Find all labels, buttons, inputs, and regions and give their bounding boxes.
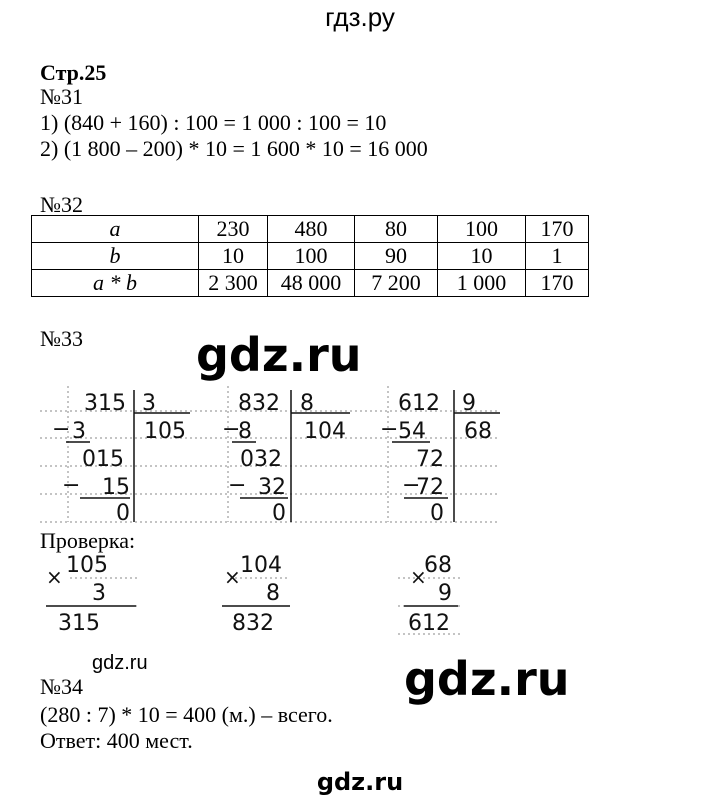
row-header-ab: a * b — [32, 270, 199, 297]
division-1 — [52, 390, 190, 526]
table-cell: 2 300 — [199, 270, 268, 297]
table-cell: 48 000 — [268, 270, 355, 297]
table-cell: 100 — [438, 216, 526, 243]
minus-sign: − — [402, 473, 421, 498]
exercise-34-line-1: (280 : 7) * 10 = 400 (м.) – всего. — [40, 702, 333, 727]
factor-bottom: 9 — [438, 581, 452, 606]
quotient: 105 — [144, 419, 186, 444]
times-sign: × — [224, 565, 241, 589]
product: 612 — [408, 611, 450, 636]
dividend: 612 — [398, 391, 440, 416]
divisor: 3 — [142, 391, 156, 416]
table-cell: 10 — [438, 243, 526, 270]
remainder-1: 015 — [82, 447, 124, 472]
exercise-34-answer: Ответ: 400 мест. — [40, 728, 193, 753]
factor-top: 68 — [424, 553, 452, 578]
watermark: gdz.ru — [196, 328, 362, 382]
division-3 — [380, 390, 500, 526]
times-sign: × — [410, 565, 427, 589]
table-cell: 230 — [199, 216, 268, 243]
exercise-32-label: №32 — [40, 192, 83, 217]
table-cell: 1 000 — [438, 270, 526, 297]
minus-sign: − — [62, 473, 81, 498]
exercise-34-label: №34 — [40, 674, 83, 699]
remainder-1: 72 — [416, 447, 444, 472]
watermark: gdz.ru — [92, 652, 148, 674]
factor-bottom: 8 — [266, 581, 280, 606]
factor-top: 105 — [66, 553, 108, 578]
quotient: 104 — [304, 419, 346, 444]
subtrahend-2: 15 — [102, 475, 130, 500]
product: 315 — [58, 611, 100, 636]
check-1 — [46, 553, 136, 636]
table-cell: 10 — [199, 243, 268, 270]
division-2 — [222, 390, 350, 526]
exercise-31-line-1: 1) (840 + 160) : 100 = 1 000 : 100 = 10 — [40, 110, 387, 135]
table-cell: 80 — [355, 216, 438, 243]
subtrahend-1: 3 — [72, 419, 86, 444]
subtrahend-2: 32 — [258, 475, 286, 500]
exercise-33-label: №33 — [40, 326, 83, 351]
table-cell: 170 — [526, 270, 589, 297]
page-title: Стр.25 — [40, 60, 107, 85]
dividend: 315 — [84, 391, 126, 416]
row-header-b: b — [32, 243, 199, 270]
table-cell: 90 — [355, 243, 438, 270]
subtrahend-1: 54 — [398, 419, 426, 444]
table-cell: 7 200 — [355, 270, 438, 297]
minus-sign: − — [52, 417, 71, 442]
check-3 — [404, 553, 458, 636]
watermark: gdz.ru — [316, 768, 404, 796]
times-sign: × — [46, 565, 63, 589]
minus-sign: − — [228, 473, 247, 498]
site-header-text: гдз.ру — [325, 2, 395, 32]
divisor: 8 — [300, 391, 314, 416]
check-label: Проверка: — [40, 528, 136, 553]
watermark: gdz.ru — [404, 652, 570, 706]
factor-bottom: 3 — [92, 581, 106, 606]
remainder-final: 0 — [430, 501, 444, 526]
remainder-final: 0 — [272, 501, 286, 526]
row-header-a: a — [32, 216, 199, 243]
product: 832 — [232, 611, 274, 636]
minus-sign: − — [222, 417, 241, 442]
exercise-31-line-2: 2) (1 800 – 200) * 10 = 1 600 * 10 = 16 000 — [40, 136, 428, 161]
remainder-1: 032 — [240, 447, 282, 472]
remainder-final: 0 — [116, 501, 130, 526]
subtrahend-2: 72 — [416, 475, 444, 500]
divisor: 9 — [462, 391, 476, 416]
table-cell: 170 — [526, 216, 589, 243]
table-cell: 480 — [268, 216, 355, 243]
dividend: 832 — [238, 391, 280, 416]
table-cell: 1 — [526, 243, 589, 270]
factor-top: 104 — [240, 553, 282, 578]
quotient: 68 — [464, 419, 492, 444]
check-2 — [222, 553, 290, 636]
minus-sign: − — [380, 417, 399, 442]
exercise-31-label: №31 — [40, 84, 83, 109]
subtrahend-1: 8 — [238, 419, 252, 444]
table-cell: 100 — [268, 243, 355, 270]
